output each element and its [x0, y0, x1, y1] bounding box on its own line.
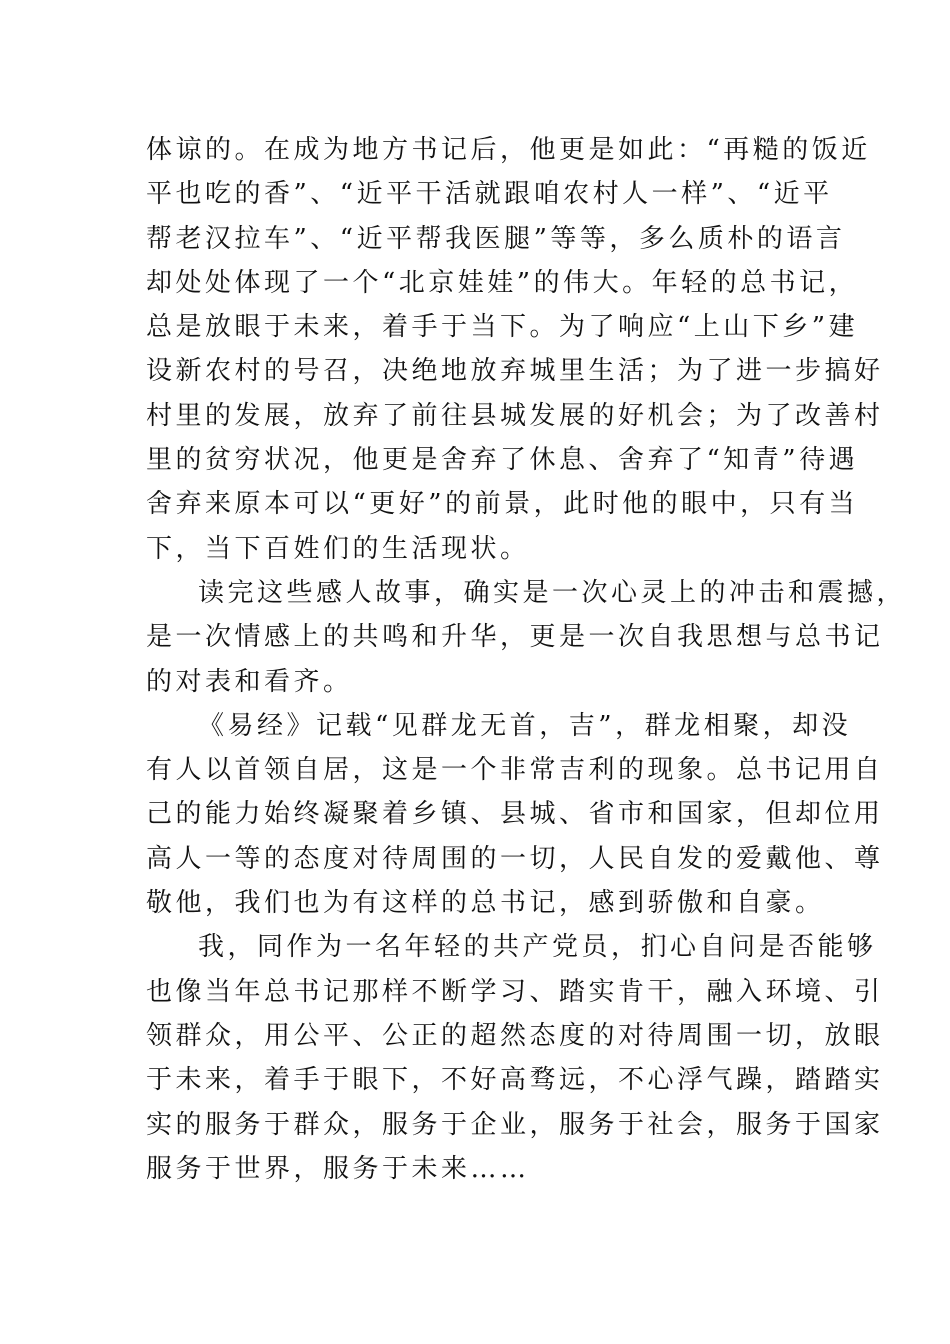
text-line: 有人以首领自居，这是一个非常吉利的现象。总书记用自	[146, 755, 884, 786]
text-line: 却处处体现了一个“北京娃娃”的伟大。年轻的总书记，	[146, 267, 859, 298]
text-line: 设新农村的号召，决绝地放弃城里生活；为了进一步搞好	[146, 356, 884, 387]
text-line: 舍弃来原本可以“更好”的前景，此时他的眼中，只有当	[146, 489, 859, 520]
paragraph-2	[146, 571, 907, 704]
text-line: 我，同作为一名年轻的共产党员，扪心自问是否能够	[198, 932, 877, 963]
text-line: 于未来，着手于眼下，不好高骛远，不心浮气躁，踏踏实	[146, 1065, 884, 1096]
text-line: 总是放眼于未来，着手于当下。为了响应“上山下乡”建	[146, 312, 859, 343]
text-line: 是一次情感上的共鸣和升华，更是一次自我思想与总书记	[146, 622, 884, 653]
text-line: 下，当下百姓们的生活现状。	[146, 533, 530, 564]
paragraph-1	[146, 128, 884, 571]
text-line: 体谅的。在成为地方书记后，他更是如此：“再糙的饭近	[146, 135, 871, 165]
text-line: 服务于世界，服务于未来……	[146, 1153, 530, 1184]
text-line: 平也吃的香”、“近平干活就跟咱农村人一样”、“近平	[146, 179, 833, 210]
paragraph-4	[146, 925, 884, 1191]
text-line: 领群众，用公平、公正的超然态度的对待周围一切，放眼	[146, 1020, 884, 1051]
text-line: 《易经》记载“见群龙无首，吉”，群龙相聚，却没	[198, 710, 852, 741]
text-line: 高人一等的态度对待周围的一切，人民自发的爱戴他、尊	[146, 843, 884, 874]
text-line: 也像当年总书记那样不断学习、踏实肯干，融入环境、引	[146, 976, 884, 1007]
text-line: 己的能力始终凝聚着乡镇、县城、省市和国家，但却位用	[146, 799, 884, 830]
text-line: 实的服务于群众，服务于企业，服务于社会，服务于国家	[146, 1109, 884, 1140]
text-line: 读完这些感人故事，确实是一次心灵上的冲击和震撼，	[198, 577, 907, 608]
paragraph-3	[146, 704, 884, 925]
text-line: 敬他，我们也为有这样的总书记，感到骄傲和自豪。	[146, 888, 825, 919]
text-line: 里的贫穷状况，他更是舍弃了休息、舍弃了“知青”待遇	[146, 445, 859, 476]
document-body	[146, 128, 907, 1191]
text-line: 村里的发展，放弃了前往县城发展的好机会；为了改善村	[146, 400, 884, 431]
text-line: 帮老汉拉车”、“近平帮我医腿”等等，多么质朴的语言	[146, 223, 846, 254]
text-line: 的对表和看齐。	[146, 666, 353, 697]
